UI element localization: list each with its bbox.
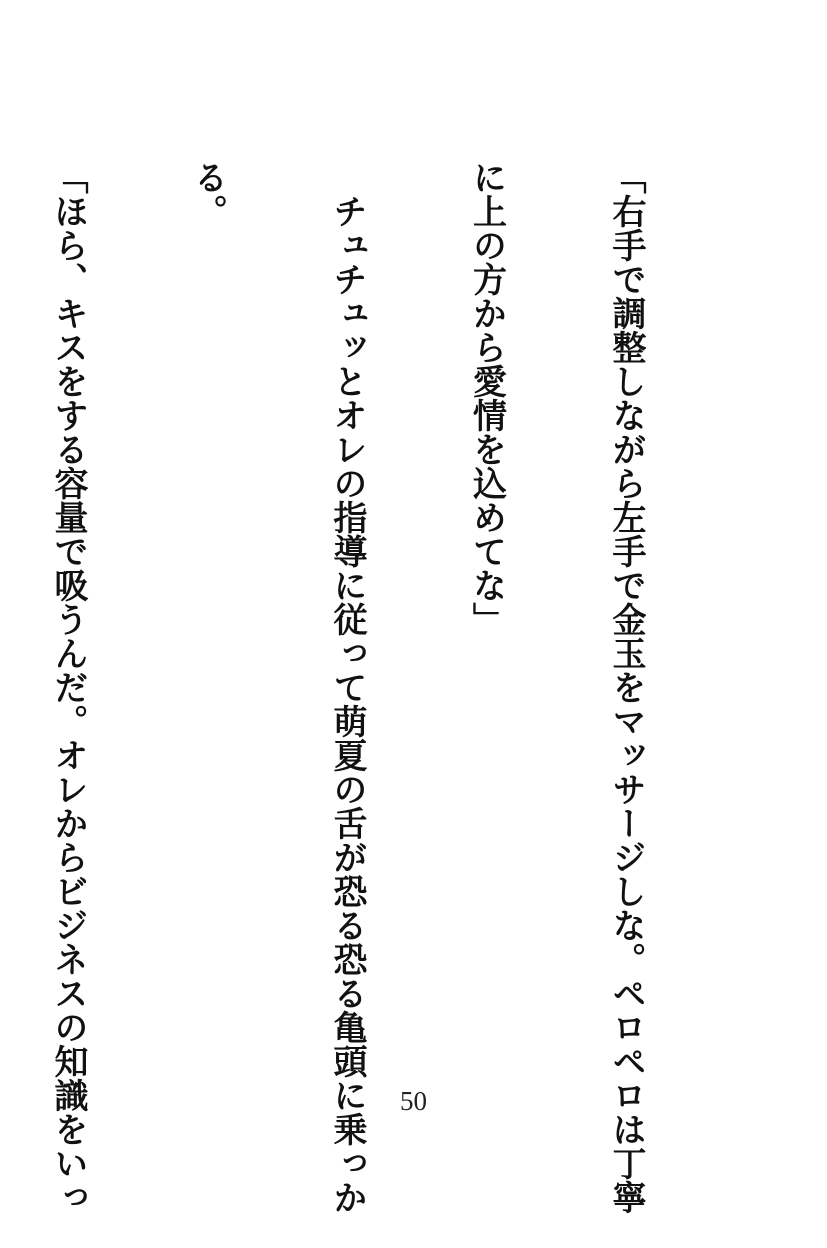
page-number: 50	[400, 1086, 427, 1116]
text-line-1: 「右手で調整しながら左手で金玉をマッサージしな。ペロペロは丁寧	[606, 160, 646, 1214]
text-line-4: る。	[187, 160, 228, 228]
text-line-5: 「ほら、キスをする容量で吸うんだ。オレからビジネスの知識をいっ	[48, 160, 88, 1214]
text-line-3: チュチュッとオレの指導に従って萌夏の舌が恐る恐る亀頭に乗っか	[327, 160, 367, 1214]
text-line-2: に上の方から愛情を込めてな」	[466, 160, 507, 636]
